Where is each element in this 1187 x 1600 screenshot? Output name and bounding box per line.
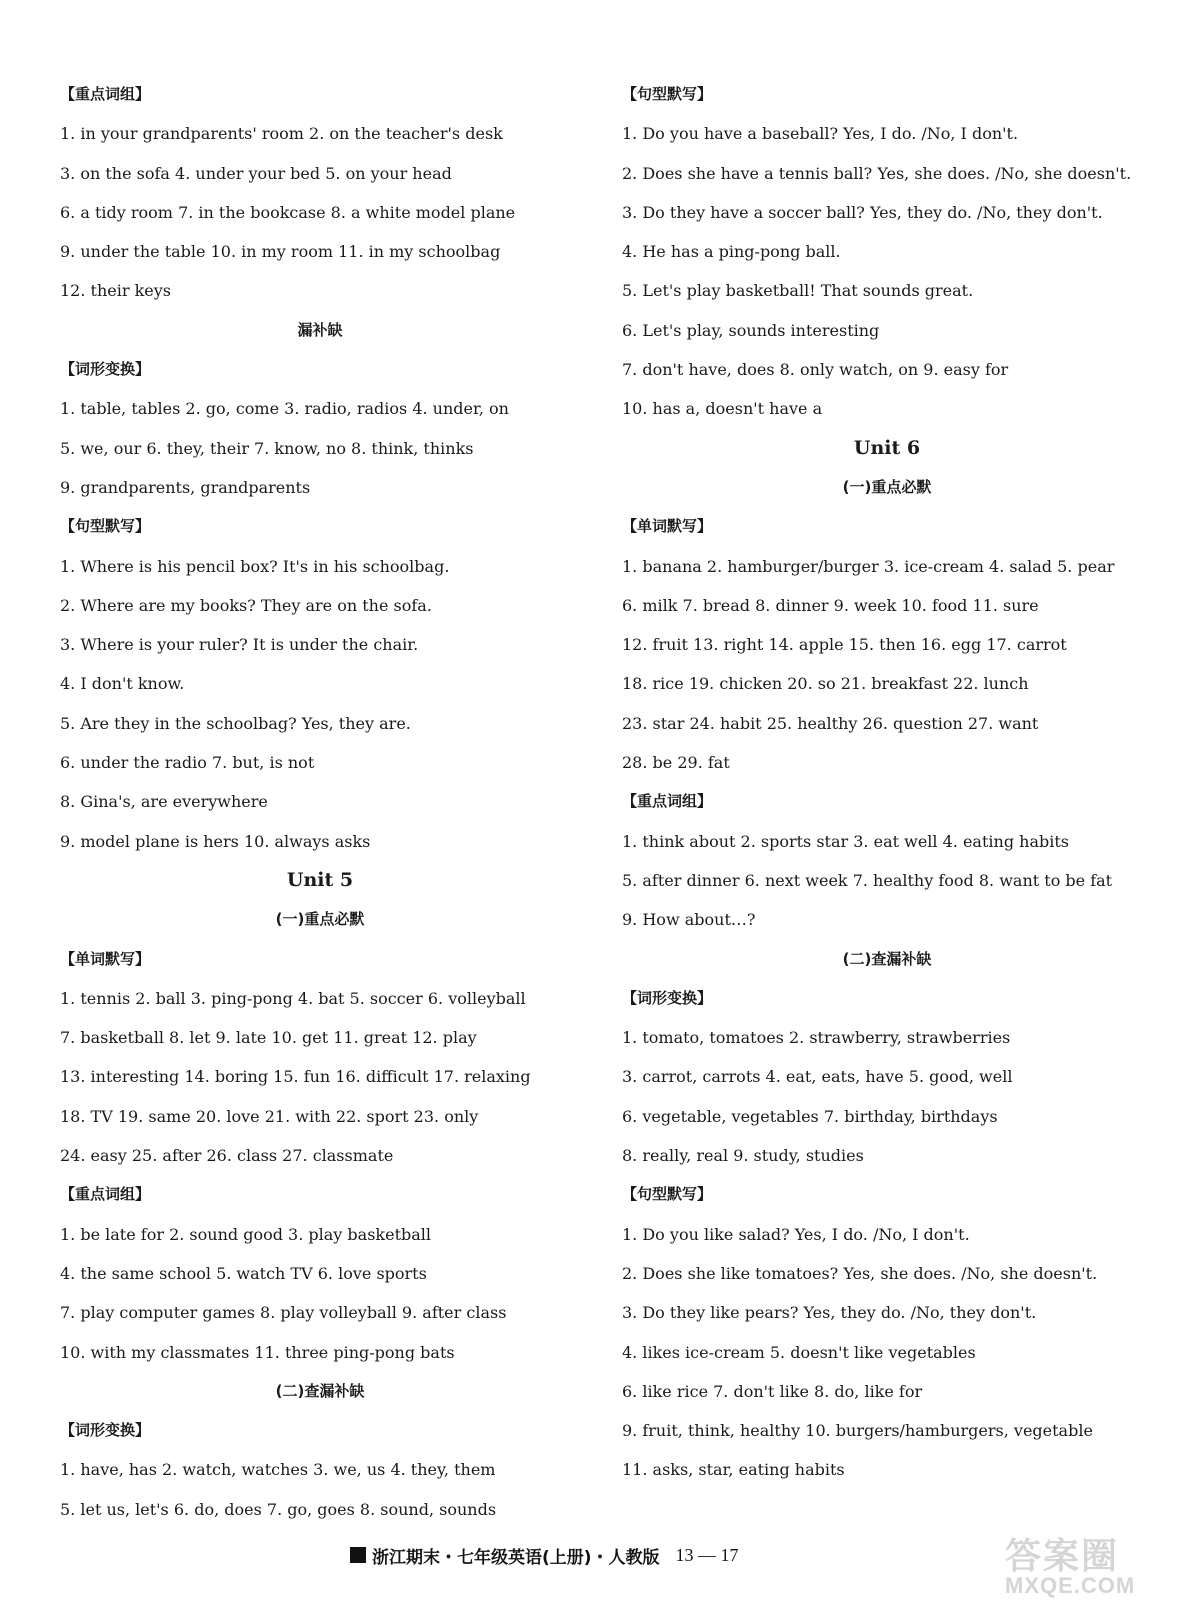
answer-line: 28. be 29. fat xyxy=(622,753,730,773)
answer-line: 3. carrot, carrots 4. eat, eats, have 5. good, well xyxy=(622,1067,1013,1087)
answer-line: 10. has a, doesn't have a xyxy=(622,399,823,419)
answer-line: 9. How about…? xyxy=(622,910,756,930)
answer-line: 18. rice 19. chicken 20. so 21. breakfast 22. lunch xyxy=(622,674,1029,694)
answer-line: 1. Do you have a baseball? Yes, I do. /No, I don't. xyxy=(622,124,1019,144)
answer-line: 9. grandparents, grandparents xyxy=(60,477,311,497)
answer-line: 9. fruit, think, healthy 10. burgers/hamburgers, vegetable xyxy=(622,1421,1093,1441)
section-header: 【单词默写】 xyxy=(60,949,151,968)
answer-line: 10. with my classmates 11. three ping-pong bats xyxy=(60,1342,455,1362)
footer-title: 浙江期末・七年级英语(上册)・人教版 xyxy=(372,1547,660,1568)
answer-line: 1. in your grandparents' room 2. on the teacher's desk xyxy=(60,124,503,144)
answer-line: 23. star 24. habit 25. healthy 26. question 27. want xyxy=(622,713,1039,733)
answer-line: 7. basketball 8. let 9. late 10. get 11. great 12. play xyxy=(60,1028,477,1048)
answer-line: 8. really, real 9. study, studies xyxy=(622,1146,864,1166)
answer-line: 2. Does she like tomatoes? Yes, she does. /No, she doesn't. xyxy=(622,1263,1098,1283)
watermark-text: 答案圈 xyxy=(1005,1536,1120,1577)
answer-line: 11. asks, star, eating habits xyxy=(622,1460,845,1480)
subsection-title: (二)查漏补缺 xyxy=(842,949,932,968)
answer-line: 6. like rice 7. don't like 8. do, like for xyxy=(622,1381,923,1401)
answer-line: 4. I don't know. xyxy=(60,674,185,694)
subsection-title: (一)重点必默 xyxy=(842,477,932,496)
section-header: 【重点词组】 xyxy=(622,792,713,811)
section-header: 【句型默写】 xyxy=(622,85,713,103)
answer-line: 1. have, has 2. watch, watches 3. we, us 4. they, them xyxy=(60,1460,496,1480)
answer-line: 6. Let's play, sounds interesting xyxy=(622,320,880,340)
watermark-url: MXQE.COM xyxy=(1005,1573,1136,1598)
answer-line: 13. interesting 14. boring 15. fun 16. difficult 17. relaxing xyxy=(60,1067,531,1087)
answer-line: 1. banana 2. hamburger/burger 3. ice-cream 4. salad 5. pear xyxy=(622,556,1115,576)
answer-line: 3. Where is your ruler? It is under the chair. xyxy=(60,635,419,655)
subsection-title: (一)重点必默 xyxy=(275,910,365,929)
answer-line: 9. under the table 10. in my room 11. in my schoolbag xyxy=(60,242,501,262)
page-footer xyxy=(350,1541,739,1569)
answer-line: 3. Do they have a soccer ball? Yes, they do. /No, they don't. xyxy=(622,202,1103,222)
footer-square-icon xyxy=(350,1547,366,1563)
answer-line: 5. Let's play basketball! That sounds great. xyxy=(622,281,974,301)
answer-line: 6. milk 7. bread 8. dinner 9. week 10. food 11. sure xyxy=(622,595,1039,615)
section-header: 【词形变换】 xyxy=(60,1421,151,1440)
answer-line: 5. Are they in the schoolbag? Yes, they are. xyxy=(60,713,411,733)
answer-line: 1. Do you like salad? Yes, I do. /No, I don't. xyxy=(622,1224,970,1244)
section-header: 【重点词组】 xyxy=(60,85,151,103)
section-header: 【词形变换】 xyxy=(60,360,151,379)
answer-line: 6. under the radio 7. but, is not xyxy=(60,753,315,773)
answer-line: 6. a tidy room 7. in the bookcase 8. a white model plane xyxy=(60,202,516,222)
subsection-title: 漏补缺 xyxy=(297,320,343,339)
answer-line: 4. He has a ping-pong ball. xyxy=(622,242,841,262)
answer-line: 8. Gina's, are everywhere xyxy=(60,792,268,812)
answer-line: 12. their keys xyxy=(60,281,171,301)
answer-line: 3. Do they like pears? Yes, they do. /No, they don't. xyxy=(622,1303,1037,1323)
answer-line: 5. let us, let's 6. do, does 7. go, goes 8. sound, sounds xyxy=(60,1499,497,1519)
unit-title: Unit 5 xyxy=(286,868,354,891)
answer-line: 3. on the sofa 4. under your bed 5. on your head xyxy=(60,163,452,183)
section-header: 【句型默写】 xyxy=(60,517,151,536)
answer-line: 5. we, our 6. they, their 7. know, no 8. think, thinks xyxy=(60,438,474,458)
subsection-title: (二)查漏补缺 xyxy=(275,1381,365,1400)
answer-line: 1. Where is his pencil box? It's in his schoolbag. xyxy=(60,556,450,576)
right-column xyxy=(622,75,1152,1490)
answer-line: 7. don't have, does 8. only watch, on 9. easy for xyxy=(622,360,1009,380)
answer-line: 4. the same school 5. watch TV 6. love sports xyxy=(60,1263,427,1283)
page-number: 13 — 17 xyxy=(675,1544,739,1565)
left-column xyxy=(60,75,580,1529)
unit-title: Unit 6 xyxy=(853,436,921,459)
answer-line: 2. Does she have a tennis ball? Yes, she does. /No, she doesn't. xyxy=(622,163,1132,183)
answer-line: 2. Where are my books? They are on the sofa. xyxy=(60,595,432,615)
watermark-logo xyxy=(1005,1528,1175,1598)
answer-line: 6. vegetable, vegetables 7. birthday, birthdays xyxy=(622,1106,998,1126)
answer-line: 24. easy 25. after 26. class 27. classmate xyxy=(60,1146,394,1166)
answer-line: 4. likes ice-cream 5. doesn't like vegetables xyxy=(622,1342,976,1362)
answer-line: 18. TV 19. same 20. love 21. with 22. sport 23. only xyxy=(60,1106,479,1126)
answer-line: 9. model plane is hers 10. always asks xyxy=(60,831,371,851)
answer-line: 12. fruit 13. right 14. apple 15. then 16. egg 17. carrot xyxy=(622,635,1067,655)
answer-line: 1. think about 2. sports star 3. eat well 4. eating habits xyxy=(622,831,1069,851)
answer-line: 1. table, tables 2. go, come 3. radio, radios 4. under, on xyxy=(60,399,509,419)
answer-line: 1. be late for 2. sound good 3. play basketball xyxy=(60,1224,432,1244)
answer-line: 7. play computer games 8. play volleyball 9. after class xyxy=(60,1303,507,1323)
answer-line: 5. after dinner 6. next week 7. healthy food 8. want to be fat xyxy=(622,870,1113,890)
section-header: 【重点词组】 xyxy=(60,1185,151,1204)
section-header: 【单词默写】 xyxy=(622,517,713,536)
answer-line: 1. tennis 2. ball 3. ping-pong 4. bat 5. soccer 6. volleyball xyxy=(60,988,526,1008)
section-header: 【句型默写】 xyxy=(622,1185,713,1204)
section-header: 【词形变换】 xyxy=(622,988,713,1007)
answer-line: 1. tomato, tomatoes 2. strawberry, strawberries xyxy=(622,1028,1011,1048)
